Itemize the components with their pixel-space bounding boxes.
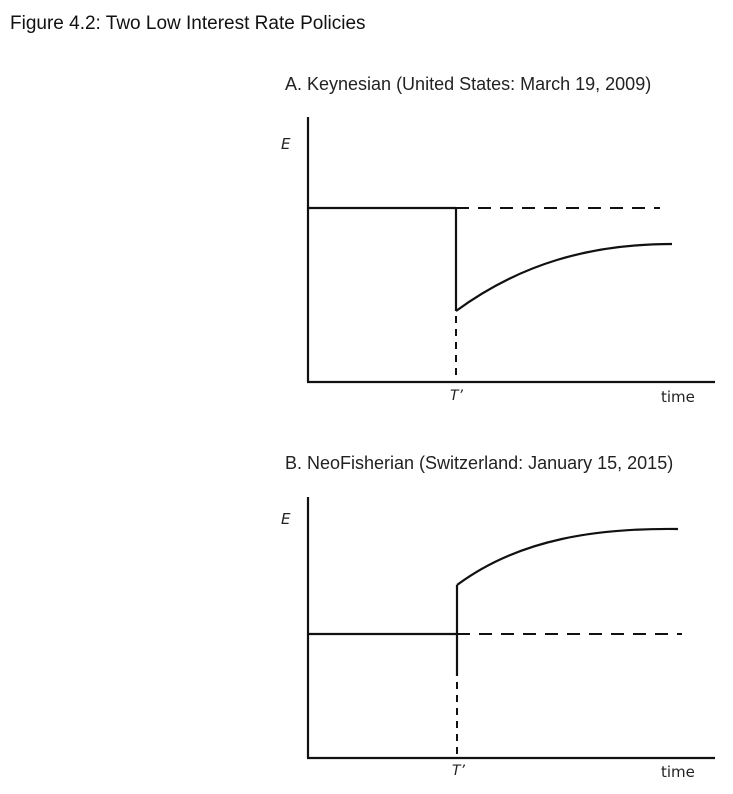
panel-a-diagram (281, 117, 715, 406)
panel-a-y-label: E (281, 135, 291, 153)
panel-a-event-label: T’ (450, 388, 464, 404)
panel-b-y-label: E (281, 510, 291, 528)
figure-title: Figure 4.2: Two Low Interest Rate Policies (10, 13, 366, 34)
panel-a-title: A. Keynesian (United States: March 19, 2009) (285, 74, 652, 94)
panel-a-x-label: time (661, 388, 695, 406)
panel-b-x-label: time (661, 763, 695, 781)
panel-a-recovery-path (456, 244, 672, 311)
panel-b-diagram (281, 497, 715, 781)
panel-b-title: B. NeoFisherian (Switzerland: January 15, 2015) (285, 453, 674, 473)
panel-b-event-label: T’ (452, 763, 466, 779)
panel-b-rising-path (457, 529, 678, 585)
